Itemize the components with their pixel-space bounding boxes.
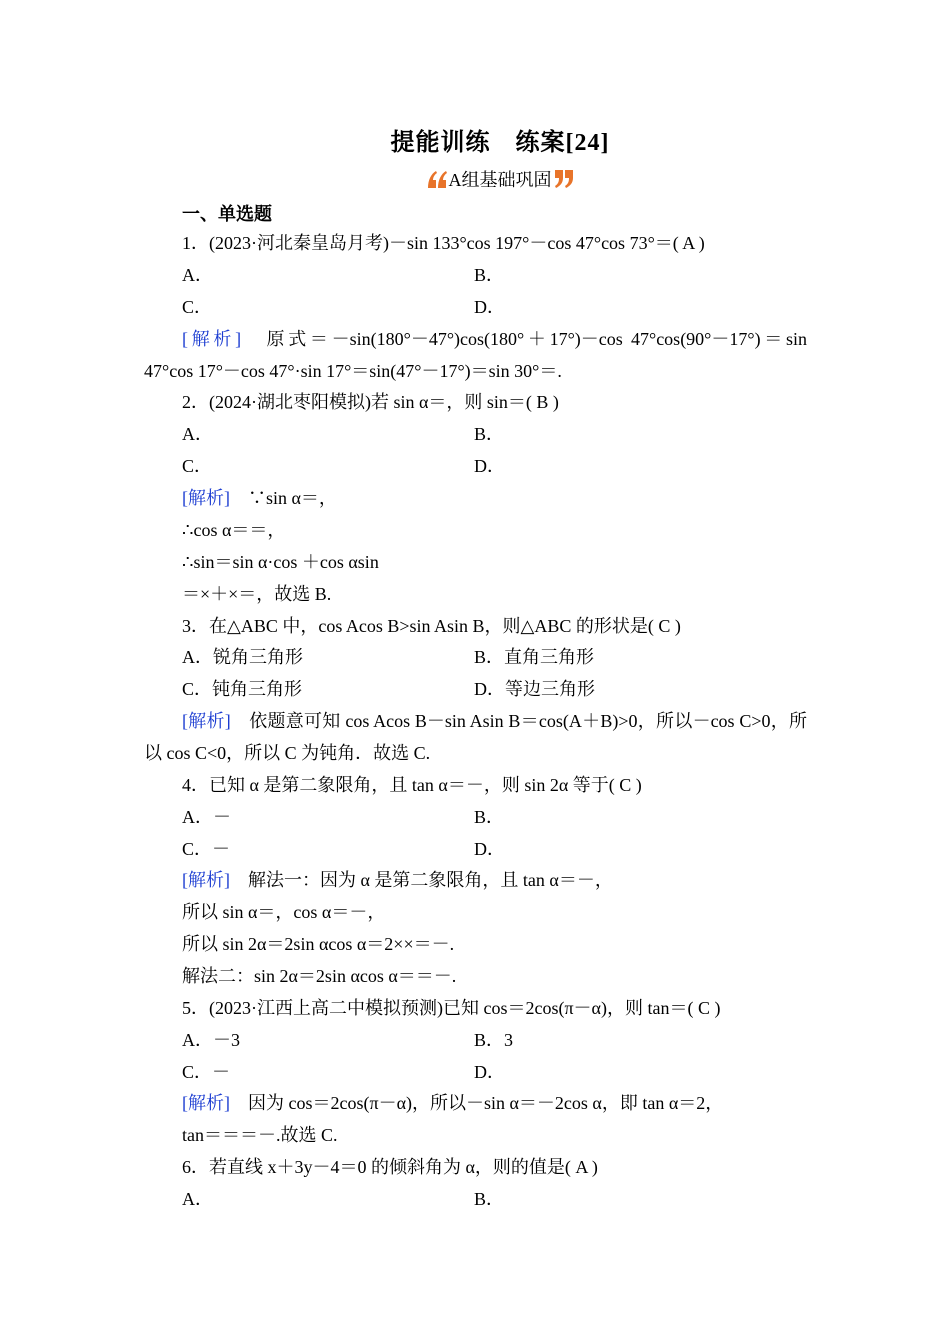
section-heading: 一、单选题 (182, 204, 272, 224)
question-3-option-c: C．钝角三角形 (182, 679, 303, 699)
question-4-option-c: C．－ (182, 839, 231, 859)
question-6-option-a: A． (182, 1189, 213, 1209)
question-2-analysis-line-4: ＝×＋×＝，故选 B. (182, 584, 332, 604)
question-1-analysis (144, 323, 807, 387)
question-3-option-b: B．直角三角形 (474, 647, 595, 667)
analysis-text: 依题意可知 cos Acos B－sin Asin B＝cos(A＋B)>0，所以－cos C>0，所以 cos C<0，所以 C 为钝角．故选 C. (144, 711, 807, 763)
question-3-option-d: D．等边三角形 (474, 679, 595, 699)
question-4-analysis-line-1 (182, 868, 613, 892)
question-5-stem: 5．(2023·江西上高二中模拟预测)已知 cos＝2cos(π－α)，则 tan＝( C ) (182, 998, 721, 1018)
question-2-option-c: C． (182, 456, 213, 476)
question-2-option-a: A． (182, 424, 213, 444)
analysis-text: 解法一：因为 α 是第二象限角，且 tan α＝－， (248, 870, 613, 890)
analysis-label: [解析] (182, 870, 230, 890)
question-4-option-b: B． (474, 807, 505, 827)
question-4-stem: 4．已知 α 是第二象限角，且 tan α＝－，则 sin 2α 等于( C ) (182, 775, 642, 795)
question-3-stem: 3．在△ABC 中，cos Acos B>sin Asin B，则△ABC 的形状是( C ) (182, 616, 681, 636)
question-5-analysis-line-2: tan＝＝＝－.故选 C. (182, 1125, 338, 1145)
question-3-option-a: A．锐角三角形 (182, 647, 303, 667)
analysis-label: [解析] (182, 329, 242, 349)
question-2-analysis-line-2: ∴cos α＝＝， (182, 520, 286, 540)
question-2-analysis-line-3: ∴sin＝sin α·cos ＋cos αsin (182, 552, 379, 572)
analysis-text: 原式＝－sin(180°－47°)cos(180°＋17°)－cos 47°cos(90°－17°)＝sin 47°cos 17°－cos 47°·sin 17°＝sin(47°－17°)＝sin 30°＝. (144, 329, 807, 381)
question-2-analysis-line-1 (182, 486, 337, 510)
analysis-label: [解析] (182, 1093, 230, 1113)
question-1-option-a: A． (182, 265, 213, 285)
question-5-option-a: A．－3 (182, 1030, 240, 1050)
question-4-analysis-line-2: 所以 sin α＝，cos α＝－， (182, 902, 386, 922)
question-6-stem: 6．若直线 x＋3y－4＝0 的倾斜角为 α，则的值是( A ) (182, 1157, 598, 1177)
analysis-label: [解析] (182, 711, 231, 731)
analysis-label: [解析] (182, 488, 230, 508)
group-heading (0, 166, 950, 192)
question-1-option-d: D． (474, 297, 505, 317)
question-5-option-d: D． (474, 1062, 505, 1082)
page-title: 提能训练 练案[24] (390, 130, 610, 156)
question-2-stem: 2．(2024·湖北枣阳模拟)若 sin α＝，则 sin＝( B ) (182, 392, 559, 412)
question-2-option-b: B． (474, 424, 505, 444)
question-1-option-b: B． (474, 265, 505, 285)
question-5-analysis-line-1 (182, 1091, 723, 1115)
question-2-option-d: D． (474, 456, 505, 476)
analysis-text: 因为 cos＝2cos(π－α)，所以－sin α＝－2cos α，即 tan α＝2， (248, 1093, 724, 1113)
question-4-analysis-line-3: 所以 sin 2α＝2sin αcos α＝2××＝－. (182, 934, 455, 954)
analysis-text: ∵sin α＝， (248, 488, 337, 508)
question-6-option-b: B． (474, 1189, 505, 1209)
question-5-option-c: C．－ (182, 1062, 231, 1082)
question-4-option-a: A．－ (182, 807, 231, 827)
question-1-option-c: C． (182, 297, 213, 317)
question-1-stem: 1．(2023·河北秦皇岛月考)－sin 133°cos 197°－cos 47°cos 73°＝( A ) (182, 233, 705, 253)
question-5-option-b: B．3 (474, 1030, 514, 1050)
right-quote-icon (552, 168, 576, 190)
question-4-analysis-line-4: 解法二：sin 2α＝2sin αcos α＝＝－. (182, 966, 457, 986)
group-heading-text: A组基础巩固 (448, 170, 552, 190)
question-4-option-d: D． (474, 839, 505, 859)
left-quote-icon (425, 168, 449, 190)
question-3-analysis (144, 705, 807, 769)
